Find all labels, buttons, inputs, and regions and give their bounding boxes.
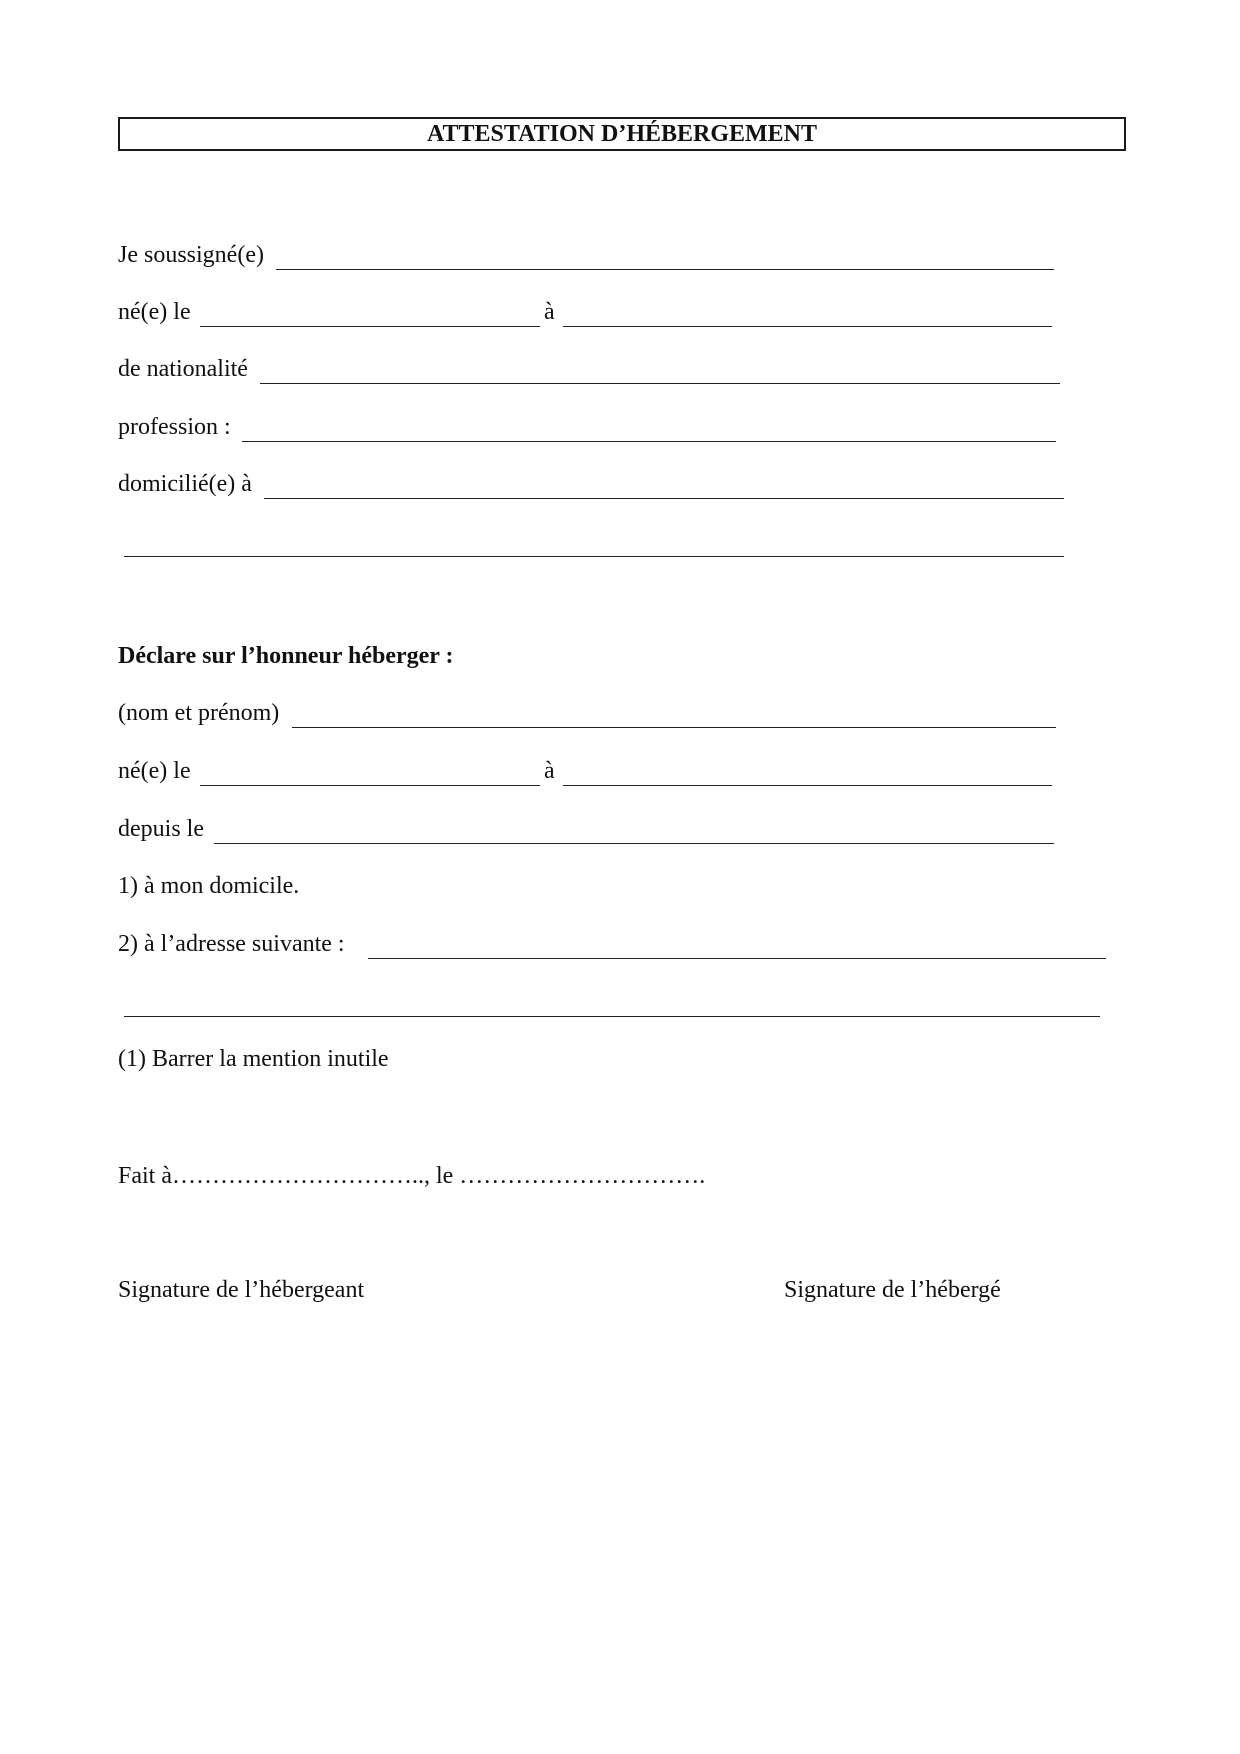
- domicilie-continued-field[interactable]: [124, 556, 1064, 557]
- signature-hebergeant-label: Signature de l’hébergeant: [118, 1277, 365, 1303]
- adresse-field[interactable]: [368, 958, 1106, 959]
- domicilie-row: [118, 467, 1068, 501]
- domicilie-label: domicilié(e) à: [118, 471, 252, 497]
- profession-label: profession :: [118, 414, 231, 440]
- heberge-name-label: (nom et prénom): [118, 700, 280, 726]
- profession-row: [118, 410, 1058, 444]
- heberge-birth-place-field[interactable]: [563, 785, 1052, 786]
- heberge-born-at-label: à: [544, 758, 555, 784]
- nationalite-label: de nationalité: [118, 356, 248, 382]
- heberge-name-row: [118, 696, 1058, 730]
- footnote: (1) Barrer la mention inutile: [118, 1046, 389, 1072]
- domicilie-field[interactable]: [264, 498, 1064, 499]
- adresse-row: [118, 927, 1108, 961]
- heberge-born-on-label: né(e) le: [118, 758, 191, 784]
- nationalite-row: [118, 352, 1058, 386]
- profession-field[interactable]: [242, 441, 1056, 442]
- heberge-birth-row: [118, 754, 1058, 788]
- document-title: ATTESTATION D’HÉBERGEMENT: [118, 117, 1126, 151]
- soussigne-row: [118, 238, 1058, 272]
- heberge-name-field[interactable]: [292, 727, 1056, 728]
- heberge-birth-date-field[interactable]: [200, 785, 540, 786]
- adresse-continued-row: [118, 985, 1108, 1019]
- hebergeant-birth-place-field[interactable]: [563, 326, 1052, 327]
- depuis-field[interactable]: [214, 843, 1054, 844]
- nationalite-field[interactable]: [260, 383, 1060, 384]
- hebergeant-born-on-label: né(e) le: [118, 299, 191, 325]
- soussigne-label: Je soussigné(e): [118, 242, 264, 268]
- hebergeant-born-at-label: à: [544, 299, 555, 325]
- adresse-label: 2) à l’adresse suivante :: [118, 931, 345, 957]
- adresse-continued-field[interactable]: [124, 1016, 1100, 1017]
- hebergeant-birth-row: [118, 295, 1058, 329]
- soussigne-field[interactable]: [276, 269, 1054, 270]
- fait-a-line: Fait à………………………….., le ………………………….: [118, 1163, 706, 1189]
- depuis-row: [118, 812, 1058, 846]
- depuis-label: depuis le: [118, 816, 204, 842]
- domicilie-continued-row: [118, 525, 1068, 559]
- declaration-heading: Déclare sur l’honneur héberger :: [118, 643, 454, 669]
- signature-heberge-label: Signature de l’hébergé: [784, 1277, 1001, 1303]
- hebergeant-birth-date-field[interactable]: [200, 326, 540, 327]
- option-domicile: 1) à mon domicile.: [118, 873, 300, 899]
